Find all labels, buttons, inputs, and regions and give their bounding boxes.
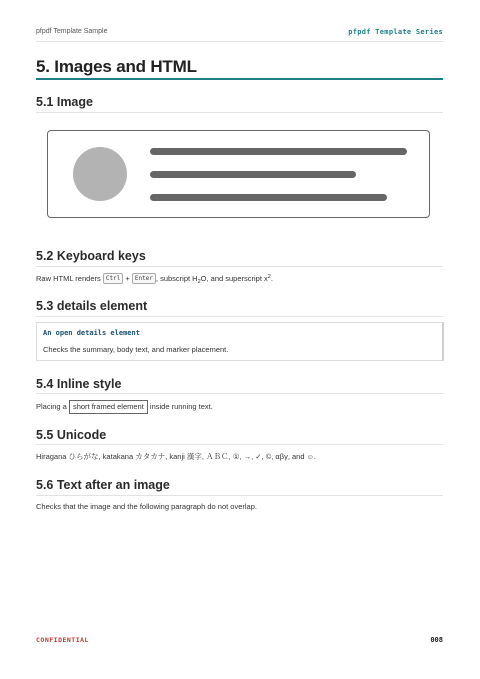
section-divider (36, 495, 443, 496)
page-header (36, 28, 443, 40)
details-element[interactable] (36, 322, 444, 361)
keyboard-paragraph: Raw HTML renders Ctrl + Enter , subscript $H_2O$, and superscript $x^2$. (36, 274, 273, 285)
after-image-paragraph: Checks that the image and the following paragraph do not overlap. (36, 502, 257, 511)
section-heading-image: 5.1 Image (36, 95, 93, 109)
section-divider (36, 112, 443, 113)
kbd-ctrl: Ctrl (103, 273, 123, 284)
placeholder-image (47, 130, 430, 218)
page-title: 5. Images and HTML (36, 57, 197, 76)
unicode-paragraph: Hiragana ひらがな, katakana カタカナ, kanji 漢字, ＡＢＣ, ①, →, ✓, ©, αβγ, and ☺. (36, 452, 316, 461)
header-doc-name: pfpdf Template Sample (36, 28, 108, 35)
header-series-name: pfpdf Template Series (348, 28, 443, 36)
title-underline (36, 78, 443, 80)
superscript: 2 (267, 274, 271, 280)
footer-confidential: CONFIDENTIAL (36, 636, 89, 644)
kbd-enter: Enter (132, 273, 156, 284)
image-line-shape (150, 194, 387, 201)
subscript: 2 (197, 279, 201, 285)
image-line-shape (150, 171, 356, 178)
section-heading-inline-style: 5.4 Inline style (36, 377, 122, 391)
inline-style-paragraph: Placing a short framed element inside running text. (36, 400, 213, 414)
section-heading-after-image: 5.6 Text after an image (36, 478, 170, 492)
section-heading-unicode: 5.5 Unicode (36, 428, 107, 442)
smiley-icon: ☺ (306, 454, 314, 461)
page-number: 008 (430, 636, 443, 644)
section-divider (36, 393, 443, 394)
details-body: Checks the summary, body text, and marker placement. (43, 345, 229, 354)
section-heading-keyboard: 5.2 Keyboard keys (36, 249, 146, 263)
framed-element: short framed element (69, 400, 148, 414)
image-line-shape (150, 148, 407, 155)
document-page (36, 0, 443, 679)
details-summary[interactable]: An open details element (43, 329, 140, 337)
section-divider (36, 444, 443, 445)
section-divider (36, 316, 443, 317)
section-divider (36, 266, 443, 267)
header-divider (36, 41, 443, 42)
section-heading-details: 5.3 details element (36, 299, 148, 313)
image-circle-shape (73, 147, 127, 201)
